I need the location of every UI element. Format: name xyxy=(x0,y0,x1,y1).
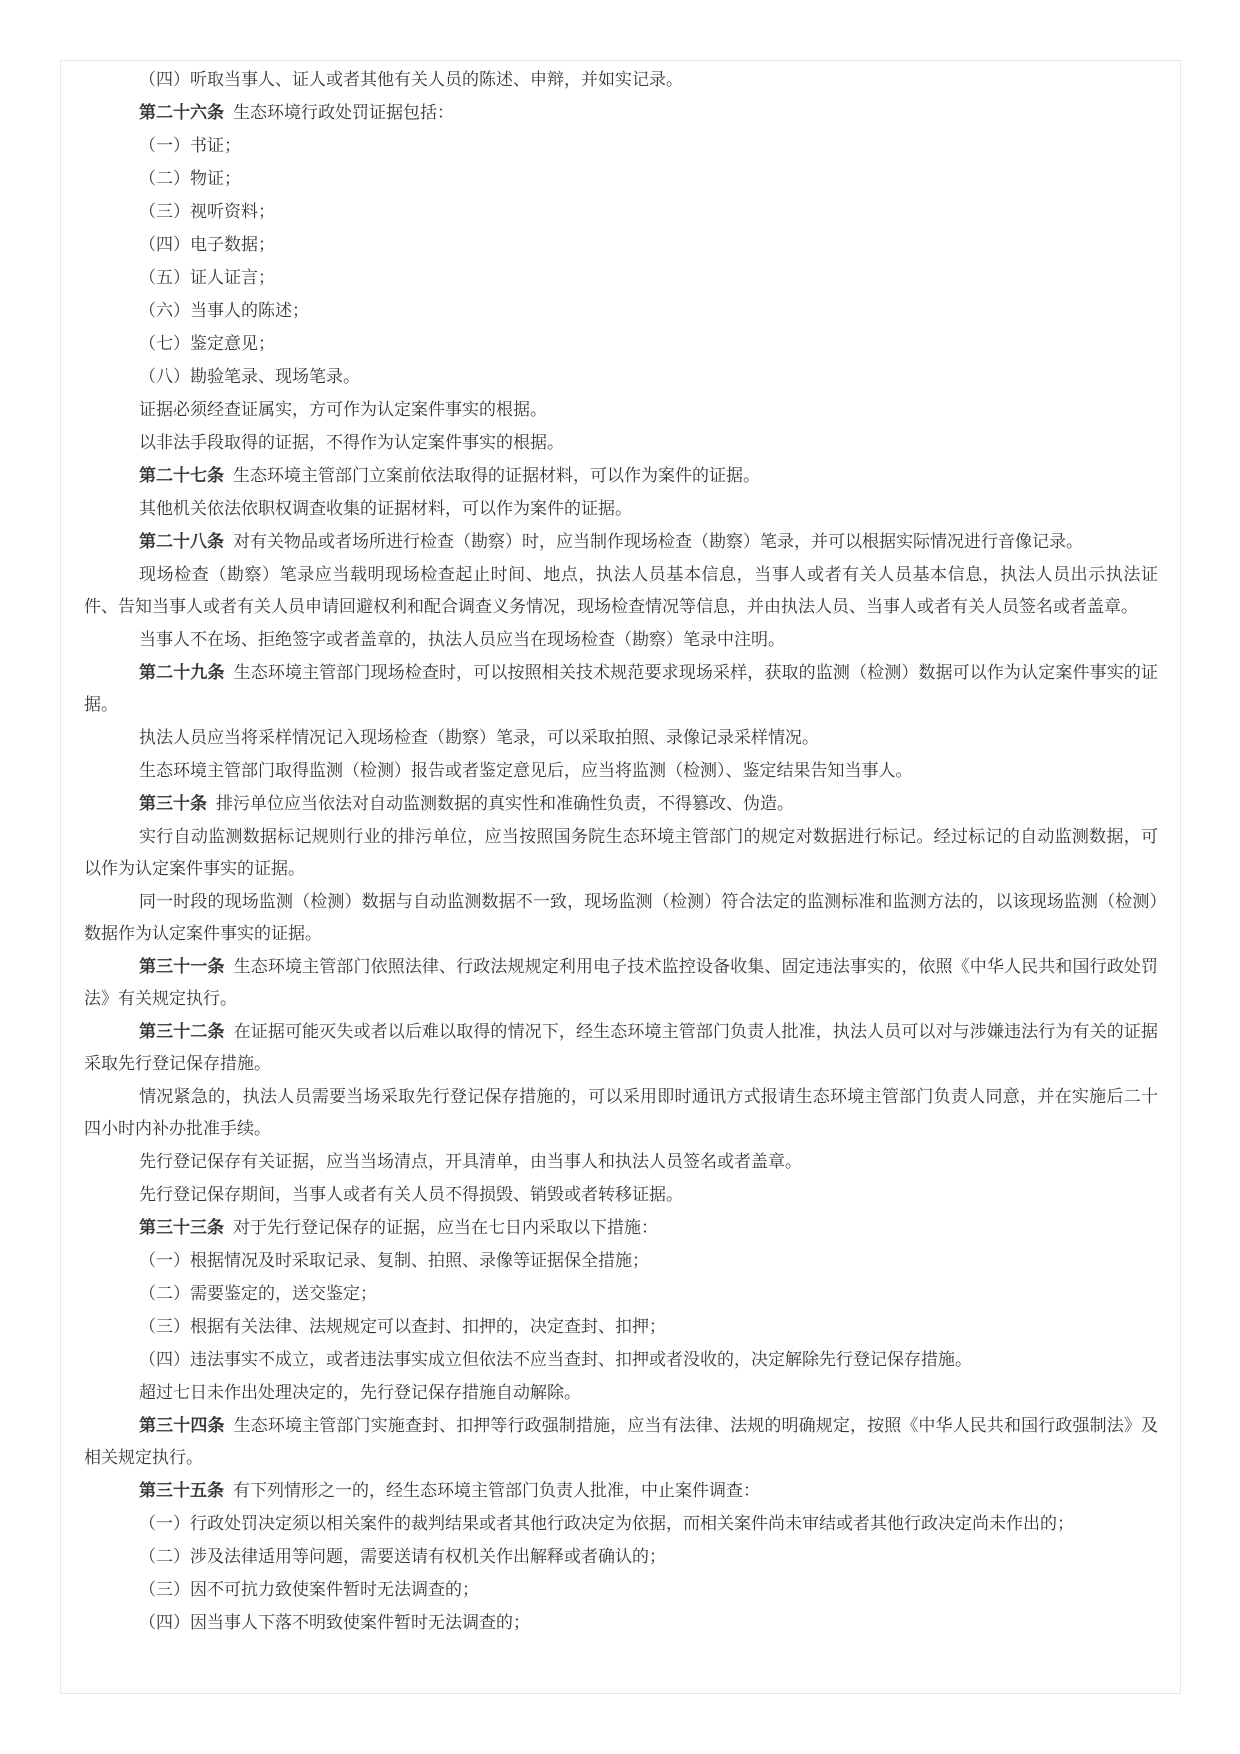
body-paragraph xyxy=(84,1344,1158,1376)
body-paragraph xyxy=(84,1541,1158,1573)
body-paragraph xyxy=(84,1081,1158,1145)
paragraph-text: 其他机关依法依职权调查收集的证据材料，可以作为案件的证据。 xyxy=(139,499,632,518)
paragraph-text: 生态环境行政处罚证据包括： xyxy=(233,103,454,122)
paragraph-text: 当事人不在场、拒绝签字或者盖章的，执法人员应当在现场检查（勘察）笔录中注明。 xyxy=(139,630,785,649)
paragraph-text: 超过七日未作出处理决定的，先行登记保存措施自动解除。 xyxy=(139,1383,581,1402)
body-paragraph xyxy=(84,163,1158,195)
body-paragraph xyxy=(84,196,1158,228)
document-page xyxy=(60,60,1181,1694)
paragraph-text: （四）电子数据； xyxy=(139,235,275,254)
paragraph-text: 对于先行登记保存的证据，应当在七日内采取以下措施： xyxy=(233,1218,658,1237)
paragraph-text: 实行自动监测数据标记规则行业的排污单位，应当按照国务院生态环境主管部门的规定对数据进行标记。经过标记的自动监测数据，可以作为认定案件事实的证据。 xyxy=(84,827,1158,878)
paragraph-text: （二）物证； xyxy=(139,169,241,188)
body-paragraph xyxy=(84,1146,1158,1178)
paragraph-text: 同一时段的现场监测（检测）数据与自动监测数据不一致，现场监测（检测）符合法定的监测标准和监测方法的，以该现场监测（检测）数据作为认定案件事实的证据。 xyxy=(84,892,1158,943)
article-number: 第三十三条 xyxy=(139,1218,224,1237)
body-paragraph xyxy=(84,262,1158,294)
body-paragraph xyxy=(84,1607,1158,1639)
paragraph-text: （四）因当事人下落不明致使案件暂时无法调查的； xyxy=(139,1613,530,1632)
article-paragraph xyxy=(84,788,1158,820)
body-paragraph xyxy=(84,722,1158,754)
body-paragraph xyxy=(84,427,1158,459)
body-paragraph xyxy=(84,1245,1158,1277)
paragraph-text: 情况紧急的，执法人员需要当场采取先行登记保存措施的，可以采用即时通讯方式报请生态环境主管部门负责人同意，并在实施后二十四小时内补办批准手续。 xyxy=(84,1087,1158,1138)
article-paragraph xyxy=(84,657,1158,721)
article-number: 第三十二条 xyxy=(139,1022,225,1041)
paragraph-text: 证据必须经查证属实，方可作为认定案件事实的根据。 xyxy=(139,400,547,419)
article-paragraph xyxy=(84,1016,1158,1080)
article-number: 第二十六条 xyxy=(139,103,224,122)
body-paragraph xyxy=(84,328,1158,360)
paragraph-text: 生态环境主管部门取得监测（检测）报告或者鉴定意见后，应当将监测（检测）、鉴定结果告知当事人。 xyxy=(139,761,913,780)
paragraph-text: （三）视听资料； xyxy=(139,202,275,221)
paragraph-text: 生态环境主管部门现场检查时，可以按照相关技术规范要求现场采样，获取的监测（检测）数据可以作为认定案件事实的证据。 xyxy=(84,663,1159,714)
body-paragraph xyxy=(84,821,1158,885)
body-paragraph xyxy=(84,1311,1158,1343)
paragraph-text: （四）违法事实不成立，或者违法事实成立但依法不应当查封、扣押或者没收的，决定解除先行登记保存措施。 xyxy=(139,1350,972,1369)
article-number: 第二十七条 xyxy=(139,466,224,485)
paragraph-text: 对有关物品或者场所进行检查（勘察）时，应当制作现场检查（勘察）笔录，并可以根据实际情况进行音像记录。 xyxy=(233,532,1083,551)
article-paragraph xyxy=(84,1475,1158,1507)
body-paragraph xyxy=(84,130,1158,162)
body-paragraph xyxy=(84,886,1158,950)
paragraph-text: 以非法手段取得的证据，不得作为认定案件事实的根据。 xyxy=(139,433,564,452)
article-paragraph xyxy=(84,1410,1158,1474)
article-number: 第三十一条 xyxy=(139,957,225,976)
paragraph-text: 先行登记保存有关证据，应当当场清点，开具清单，由当事人和执法人员签名或者盖章。 xyxy=(139,1152,802,1171)
paragraph-text: 在证据可能灭失或者以后难以取得的情况下，经生态环境主管部门负责人批准，执法人员可以对与涉嫌违法行为有关的证据采取先行登记保存措施。 xyxy=(84,1022,1159,1073)
article-paragraph xyxy=(84,1212,1158,1244)
body-paragraph xyxy=(84,1278,1158,1310)
paragraph-text: （八）勘验笔录、现场笔录。 xyxy=(139,367,360,386)
article-paragraph xyxy=(84,526,1158,558)
article-number: 第三十五条 xyxy=(139,1481,224,1500)
paragraph-text: 生态环境主管部门立案前依法取得的证据材料，可以作为案件的证据。 xyxy=(233,466,760,485)
paragraph-text: 现场检查（勘察）笔录应当载明现场检查起止时间、地点，执法人员基本信息，当事人或者有关人员基本信息，执法人员出示执法证件、告知当事人或者有关人员申请回避权利和配合调查义务情况，现场检查情况等信息，并由执法人员、当事人或者有关人员签名或者盖章。 xyxy=(84,565,1158,616)
body-paragraph xyxy=(84,361,1158,393)
body-paragraph xyxy=(84,229,1158,261)
paragraph-text: （三）因不可抗力致使案件暂时无法调查的； xyxy=(139,1580,479,1599)
paragraph-text: （六）当事人的陈述； xyxy=(139,301,309,320)
body-paragraph xyxy=(84,1574,1158,1606)
paragraph-text: 排污单位应当依法对自动监测数据的真实性和准确性负责，不得篡改、伪造。 xyxy=(216,794,794,813)
paragraph-text: （一）书证； xyxy=(139,136,241,155)
paragraph-text: （五）证人证言； xyxy=(139,268,275,287)
paragraph-text: 生态环境主管部门实施查封、扣押等行政强制措施，应当有法律、法规的明确规定，按照《中华人民共和国行政强制法》及相关规定执行。 xyxy=(84,1416,1159,1467)
article-number: 第三十条 xyxy=(139,794,207,813)
body-paragraph xyxy=(84,1508,1158,1540)
paragraph-text: （一）行政处罚决定须以相关案件的裁判结果或者其他行政决定为依据，而相关案件尚未审结或者其他行政决定尚未作出的； xyxy=(139,1514,1074,1533)
body-paragraph xyxy=(84,755,1158,787)
body-paragraph xyxy=(84,624,1158,656)
article-number: 第二十八条 xyxy=(139,532,224,551)
paragraph-text: 执法人员应当将采样情况记入现场检查（勘察）笔录，可以采取拍照、录像记录采样情况。 xyxy=(139,728,819,747)
article-number: 第三十四条 xyxy=(139,1416,225,1435)
article-paragraph xyxy=(84,97,1158,129)
paragraph-text: （七）鉴定意见； xyxy=(139,334,275,353)
article-paragraph xyxy=(84,951,1158,1015)
paragraph-text: （一）根据情况及时采取记录、复制、拍照、录像等证据保全措施； xyxy=(139,1251,649,1270)
paragraph-text: （二）需要鉴定的，送交鉴定； xyxy=(139,1284,377,1303)
body-paragraph xyxy=(84,295,1158,327)
paragraph-text: 有下列情形之一的，经生态环境主管部门负责人批准，中止案件调查： xyxy=(233,1481,760,1500)
paragraph-text: 先行登记保存期间，当事人或者有关人员不得损毁、销毁或者转移证据。 xyxy=(139,1185,683,1204)
document-body xyxy=(84,64,1158,1639)
body-paragraph xyxy=(84,64,1158,96)
body-paragraph xyxy=(84,394,1158,426)
paragraph-text: （四）听取当事人、证人或者其他有关人员的陈述、申辩，并如实记录。 xyxy=(139,70,683,89)
body-paragraph xyxy=(84,1179,1158,1211)
body-paragraph xyxy=(84,1377,1158,1409)
paragraph-text: （三）根据有关法律、法规规定可以查封、扣押的，决定查封、扣押； xyxy=(139,1317,666,1336)
article-paragraph xyxy=(84,460,1158,492)
body-paragraph xyxy=(84,559,1158,623)
paragraph-text: （二）涉及法律适用等问题，需要送请有权机关作出解释或者确认的； xyxy=(139,1547,666,1566)
article-number: 第二十九条 xyxy=(139,663,225,682)
paragraph-text: 生态环境主管部门依照法律、行政法规规定利用电子技术监控设备收集、固定违法事实的，依照《中华人民共和国行政处罚法》有关规定执行。 xyxy=(84,957,1159,1008)
body-paragraph xyxy=(84,493,1158,525)
